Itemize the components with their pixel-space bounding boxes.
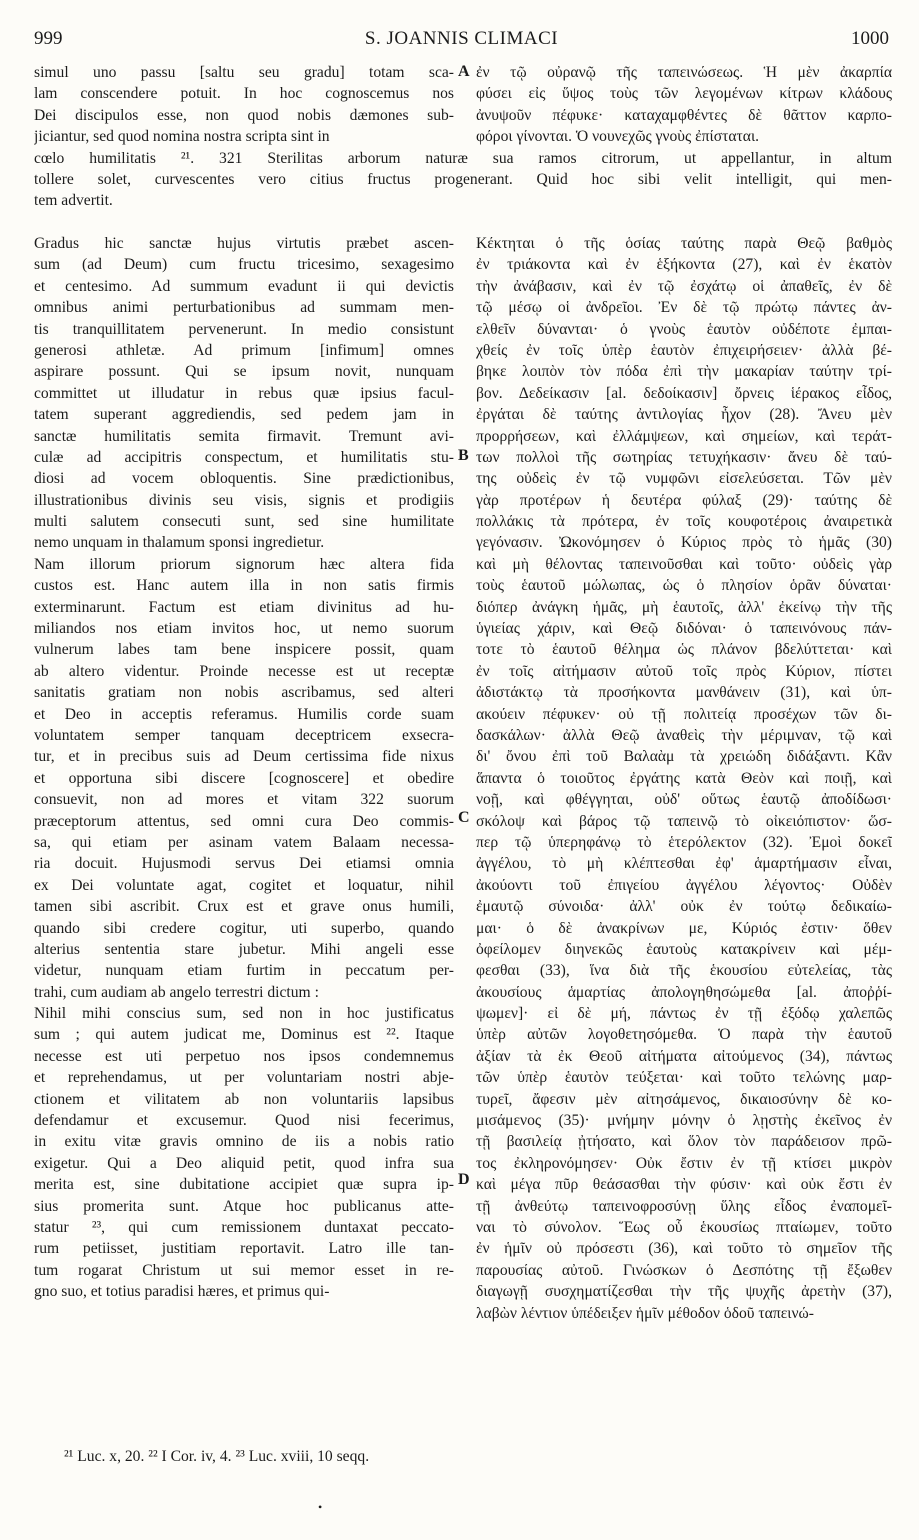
latin-line: alterius sententia stare jubetur. Mihi angeli esse	[34, 940, 454, 958]
greek-line: ἀγγέλου, τὸ μὴ κλέπτεσθαι ἐφ' ἁμαρτήμασιν εἶναι,	[476, 855, 892, 873]
greek-line: τοτε τὸ ἑαυτοῦ θέλημα ὡς πλάνον βδελύττεται· καὶ	[476, 641, 892, 659]
latin-line: tum rogarat Christum ut sui memor esset in re-	[34, 1261, 454, 1279]
greek-line: μαι· ὁ δὲ ἀνακρίνων με, Κύριός ἐστιν· ὅθεν	[476, 919, 892, 937]
greek-line: δι' ὄνου ἐπὶ τοῦ Βαλαὰμ τὰ χρειώδη διδάξαντι. Κἂν	[476, 748, 892, 766]
greek-line: ἀκούοντι τοῦ ἐπιγείου ἀγγέλου λέγοντος· Οὐδὲν	[476, 876, 892, 894]
latin-line: sanctæ humilitatis semita firmavit. Tremunt avi-	[34, 427, 454, 445]
greek-line: τῷ μέσῳ οἱ ἀνδρεῖοι. Ἐν δὲ τῷ πρώτῳ πάντες ἀν-	[476, 299, 892, 317]
column-marker-a: A	[458, 63, 470, 80]
latin-line: miliandos nos etiam invitos hoc, ut nemo suorum	[34, 620, 454, 638]
greek-line: Κέκτηται ὁ τῆς ὁσίας ταύτης παρὰ Θεῷ βαθμὸς	[476, 235, 892, 252]
latin-line: exterminarunt. Factum est etiam divinitus ad hu-	[34, 598, 454, 616]
latin-line: necesse est uti perpetuo nos ipsos condemnemus	[34, 1047, 454, 1065]
greek-line: της οὐδεὶς ἐν τῷ νυμφῶνι εἰσελεύσεται. Τῶν μὲν	[476, 470, 892, 488]
latin-line: ria docuit. Hujusmodi servus Dei etiamsi omnia	[34, 855, 454, 873]
full-width-text	[34, 148, 892, 212]
full-width-line: tollere solet, curvescentes vero citius fructus progenerant. Quid hoc sibi velit intelligit, qui men-	[34, 170, 892, 188]
greek-line: νοῇ, καὶ φθέγγηται, οὐδ' οὕτως ἑαυτῷ ἀποδίδωσι·	[476, 791, 892, 809]
greek-line: μισάμενος (35)· μνήμην μόνην ὁ λῃστὴς ἐκεῖνος ἐν	[476, 1112, 892, 1130]
greek-line: ὑγιείας χάριν, καὶ Θεῷ διδόναι· ὁ ταπεινόνους πάν-	[476, 620, 892, 638]
latin-column	[34, 233, 454, 1303]
full-width-line: tem advertit.	[34, 192, 113, 210]
greek-line: σκόλοψ καὶ βάρος τῷ ταπεινῷ τὸ οἰκειόπιστον· ὥσ-	[476, 812, 892, 830]
full-width-line: cœlo humilitatis ²¹. 321 Sterilitas arborum naturæ sua ramos citrorum, ut appellantur, in altum	[34, 149, 892, 167]
print-speck: •	[318, 1500, 323, 1514]
greek-line: ελθεῖν δύνανται· ὁ γνοὺς ἑαυτὸν οὐδέποτε ἐμπαι-	[476, 320, 892, 338]
latin-line: vulnerum labes tam bene inspicere possit, quam	[34, 641, 454, 659]
top-greek-text	[476, 62, 892, 148]
greek-line: ἐμαυτῷ σύνοιδα· ἀλλ' οὐκ ἐν τούτῳ δεδικαίω-	[476, 898, 892, 916]
greek-line: ἅπαντα ὁ τοιοῦτος ἐργάτης κατὰ Θεὸν καὶ ποιῇ, καὶ	[476, 769, 892, 787]
page-number-left: 999	[34, 28, 63, 49]
greek-line: ψωμεν]· εἰ δὲ μή, πάντως ἐν τῇ ἐξόδῳ χαλεπῶς	[476, 1005, 892, 1023]
greek-line: ἀξίαν τὰ ἐκ Θεοῦ αἰτήματα αἰτούμενος (34), πάντως	[476, 1047, 892, 1065]
greek-line: φύσει εἰς ὕψος τοὺς τῶν λεγομένων κίτρων κλάδους	[476, 85, 892, 103]
greek-column	[476, 233, 892, 1324]
latin-line: generosi athletæ. Ad primum [infimum] omnes	[34, 341, 454, 359]
latin-line: custos est. Hanc autem illa in non satis firmis	[34, 577, 454, 595]
latin-line: omnibus animi perturbationibus ad summam men-	[34, 299, 454, 317]
latin-line: Dei discipulos esse, non quod nobis dæmones sub-	[34, 106, 454, 124]
greek-line: ἀνυψοῦν πέφυκε· καταχαμφθέντες δὲ θᾶττον καρπο-	[476, 106, 892, 124]
latin-line: consuevit, non ad mores et vitam 322 suorum	[34, 791, 454, 809]
latin-line: sius promerita sunt. Atque hoc publicanus atte-	[34, 1197, 454, 1215]
latin-line: tatem superant aggrediendis, sed pedem jam in	[34, 406, 454, 424]
greek-line: χθείς ἐν τοῖς ὑπὲρ ἑαυτὸν ἐπιχειρήσειεν· ἀλλὰ βέ-	[476, 341, 892, 359]
greek-line: διαγωγῇ συσχηματίζεσθαι τὴν τῆς ψυχῆς ἀρετὴν (37),	[476, 1283, 892, 1301]
latin-line: jiciantur, sed quod nomina nostra scripta sint in	[34, 128, 330, 146]
greek-line: φόροι γίνονται. Ὁ νουνεχῶς γνοὺς ἐπίσταται.	[476, 128, 760, 146]
latin-line: simul uno passu [saltu seu gradu] totam sca-	[34, 64, 454, 81]
greek-line: τῶν ὑπὲρ ἑαυτὸν τεύξεται· καὶ τοῦτο τελώνης μαρ-	[476, 1069, 892, 1087]
greek-line: ἐν τῷ οὐρανῷ τῆς ταπεινώσεως. Ἡ μὲν ἀκαρπία	[476, 64, 892, 81]
latin-line: sanitatis gratiam non nobis ascribamus, sed alteri	[34, 684, 454, 702]
top-latin-text	[34, 62, 454, 148]
greek-line: ἐν τοῖς αἰτήμασιν αὐτοῦ τοῖς πρὸς Κύριον, πίστει	[476, 662, 892, 680]
greek-line: ἀκουσίους ἁμαρτίας ἀπολογηθησώμεθα [al. ἀποῤῥί-	[476, 983, 892, 1001]
latin-line: Nihil mihi conscius sum, sed non in hoc justificatus	[34, 1005, 454, 1023]
greek-line: βον. Δεδείκασιν [al. δεδοίκασιν] ὄρνεις ἱέρακος εἶδος,	[476, 384, 892, 402]
latin-line: videtur, nunquam etiam furtim in peccatum per-	[34, 962, 454, 980]
footnotes: ²¹ Luc. x, 20. ²² I Cor. iv, 4. ²³ Luc. xviii, 10 seqq.	[64, 1448, 370, 1465]
latin-line: in exitu vitæ gravis omnino de iis a nobis ratio	[34, 1133, 454, 1151]
greek-line: τος ἐκληρονόμησεν· Οὐκ ἔστιν ἐν τῇ κτίσει μικρὸν	[476, 1154, 892, 1172]
greek-line: λαβὼν λέντιον ὑπέδειξεν ἡμῖν μέθοδον ὁδοῦ ταπεινώ-	[476, 1304, 814, 1322]
greek-line: τυρεῖ, ἄφεσιν μὲν αἰτησάμενος, δικαιοσύνην δὲ κο-	[476, 1090, 892, 1108]
greek-line: βηκε λοιπὸν τὸν πόδα ἐπὶ τὴν μακαρίαν ταύτην τρί-	[476, 363, 892, 381]
greek-line: ὑπὲρ αὐτῶν λογοθετησόμεθα. Ὁ παρὰ τὴν ἑαυτοῦ	[476, 1026, 892, 1044]
latin-line: tis tranquillitatem pervenerunt. In medio consistunt	[34, 320, 454, 338]
greek-line: καὶ μέγα πῦρ θεάσασθαι τὴν φύσιν· καὶ οὐκ ἔστι ἐν	[476, 1176, 892, 1194]
latin-line: merita est, sine dubitatione accipiet quæ supra ip-	[34, 1176, 454, 1194]
greek-line: τοὺς ἑαυτοῦ μώλωπας, ὡς ὁ πλησίον ὁρᾶν δύναται·	[476, 577, 892, 595]
latin-line: gno suo, et totius paradisi hæres, et primus qui-	[34, 1283, 330, 1301]
page-number-right: 1000	[851, 28, 889, 49]
greek-line: των πολλοὶ τῆς σωτηρίας τετυχήκασιν· ἄνευ δὲ ταύ-	[476, 448, 892, 466]
greek-line: καὶ μὴ θέλοντας ταπεινοῦσθαι καὶ τοῦτο· οὐδεὶς γὰρ	[476, 555, 892, 573]
latin-line: lam conscendere potuit. In hoc cognoscemus nos	[34, 85, 454, 103]
latin-line: culæ ad accipitris conspectum, et humilitatis stu-	[34, 448, 454, 466]
latin-line: multi salutem consecuti sunt, sed sine humilitate	[34, 513, 454, 531]
latin-line: sum ; qui autem judicat me, Dominus est ²². Itaque	[34, 1026, 454, 1044]
latin-line: voluntatem semper tanquam deceptricem exsecra-	[34, 726, 454, 744]
greek-line: ἐργάται δὲ ταύτης ἀντιλογίας ἦχον (28). Ἄνευ μὲν	[476, 406, 892, 424]
greek-line: φεσθαι (33), ἵνα διὰ τῆς ἑκουσίου εὐτελείας, τὰς	[476, 962, 892, 980]
latin-line: et opportuna sibi discere [cognoscere] et obedire	[34, 769, 454, 787]
greek-line: διόπερ ἀνάγκη ἡμᾶς, μὴ ἑαυτοῖς, ἀλλ' ἐκείνῳ τὴν τῆς	[476, 598, 892, 616]
latin-line: Gradus hic sanctæ hujus virtutis præbet ascen-	[34, 235, 454, 252]
greek-line: πολλάκις τὰ πρότερα, ἐν τοῖς κουφοτέροις ἀναιρετικὰ	[476, 513, 892, 531]
latin-line: tamen sibi ascribit. Crux est et grave onus humili,	[34, 898, 454, 916]
column-marker-d: D	[458, 1171, 470, 1188]
latin-line: et centesimo. Ad summum evadunt ii qui devictis	[34, 277, 454, 295]
latin-line: ex Dei voluntate agat, cogitet et loquatur, nihil	[34, 876, 454, 894]
latin-line: trahi, cum audiam ab angelo terrestri dictum :	[34, 983, 319, 1001]
greek-line: ναι τὸ σύνολον. Ἕως οὗ ἑκουσίως πταίωμεν, τοῦτο	[476, 1218, 892, 1236]
latin-line: sa, qui etiam per asinam vatem Balaam necessa-	[34, 833, 454, 851]
page-header	[34, 28, 889, 58]
latin-line: tur, et in precibus suis ad Deum certissima fide nixus	[34, 748, 454, 766]
column-marker-c: C	[458, 809, 470, 826]
latin-line: ab altero videntur. Proinde necesse est ut receptæ	[34, 662, 454, 680]
latin-line: rum petiisset, justitiam reportavit. Latro ille tan-	[34, 1240, 454, 1258]
greek-line: προρρήσεων, καὶ ἐλλάμψεων, καὶ σημείων, καὶ τεράτ-	[476, 427, 892, 445]
latin-line: statur ²³, qui cum remissionem duntaxat peccato-	[34, 1218, 454, 1236]
latin-line: quando sibi credere cogitur, uti superbo, quando	[34, 919, 454, 937]
greek-line: ἐν τριάκοντα καὶ ἐν ἑξήκοντα (27), καὶ ἐν ἑκατὸν	[476, 256, 892, 274]
latin-line: Nam illorum priorum signorum hæc altera fida	[34, 555, 454, 573]
latin-line: sum (ad Deum) cum fructu tricesimo, sexagesimo	[34, 256, 454, 274]
greek-line: τὴν ἀνάβασιν, καὶ ἐν τῷ ἐσχάτῳ οἱ ἀπαθεῖς, ἐν δὲ	[476, 277, 892, 295]
greek-line: τῇ ἀνθεύτῳ ταπεινοφροσύνῃ ὕλης εἶδος ἐναπομεῖ-	[476, 1197, 892, 1215]
greek-line: ακούειν πέφυκεν· οὐ τῇ πολιτείᾳ προσέχων τῶν δι-	[476, 705, 892, 723]
latin-line: illustrationibus divinis seu visis, signis et prodigiis	[34, 491, 454, 509]
greek-line: ἐν ἡμῖν οὐ πρόσεστι (36), καὶ τοῦτο τὸ σημεῖον τῆς	[476, 1240, 892, 1258]
latin-line: aspirare possunt. Qui se ipsum novit, nunquam	[34, 363, 454, 381]
greek-line: ἀδιστάκτῳ τὰ προσήκοντα μανθάνειν (31), καὶ ὑπ-	[476, 684, 892, 702]
greek-line: τῇ βασιλείᾳ ᾐτήσατο, καὶ ὅλον τὸν παράδεισον πρῶ-	[476, 1133, 892, 1151]
latin-line: et Deo in acceptis referamus. Humilis corde suam	[34, 705, 454, 723]
latin-line: diosi ad vocem obloquentis. Sine prædictionibus,	[34, 470, 454, 488]
greek-line: παρουσίας αὐτοῦ. Γινώσκων ὁ Δεσπότης τῇ ἔξωθεν	[476, 1261, 892, 1279]
greek-line: περ τῷ ὑπερηφάνῳ τὸ ἑτερόλεκτον (32). Ἐμοὶ δοκεῖ	[476, 833, 892, 851]
latin-line: exigetur. Qui a Deo aliquid petit, quod infra sua	[34, 1154, 454, 1172]
greek-line: γὰρ προτέρων ἡ δευτέρα φύλαξ (29)· ταύτης δὲ	[476, 491, 892, 509]
latin-line: ctionem et vilitatem ab non voluntariis lapsibus	[34, 1090, 454, 1108]
greek-line: γεγόνασιν. Ὠκονόμησεν ὁ Κύριος πρὸς τὸ ἡμᾶς (30)	[476, 534, 892, 552]
greek-line: δασκάλων· ἀλλὰ Θεῷ ἀναθεὶς τὴν μέριμναν, τῷ καὶ	[476, 726, 892, 744]
latin-line: nemo unquam in thalamum sponsi ingredietur.	[34, 534, 325, 552]
latin-line: defendamur et excusemur. Quod nisi fecerimus,	[34, 1112, 454, 1130]
greek-line: ὀφείλομεν διηνεκῶς ἑαυτοὺς κατακρίνειν καὶ μέμ-	[476, 940, 892, 958]
latin-line: et reprehendamus, ut per voluntariam nostri abje-	[34, 1069, 454, 1087]
latin-line: committet ut illudatur in rebus quæ ipsius facul-	[34, 384, 454, 402]
column-marker-b: B	[458, 447, 469, 464]
running-title: S. JOANNIS CLIMACI	[364, 28, 559, 49]
latin-line: præceptorum attentus, sed omni cura Deo commis-	[34, 812, 454, 830]
